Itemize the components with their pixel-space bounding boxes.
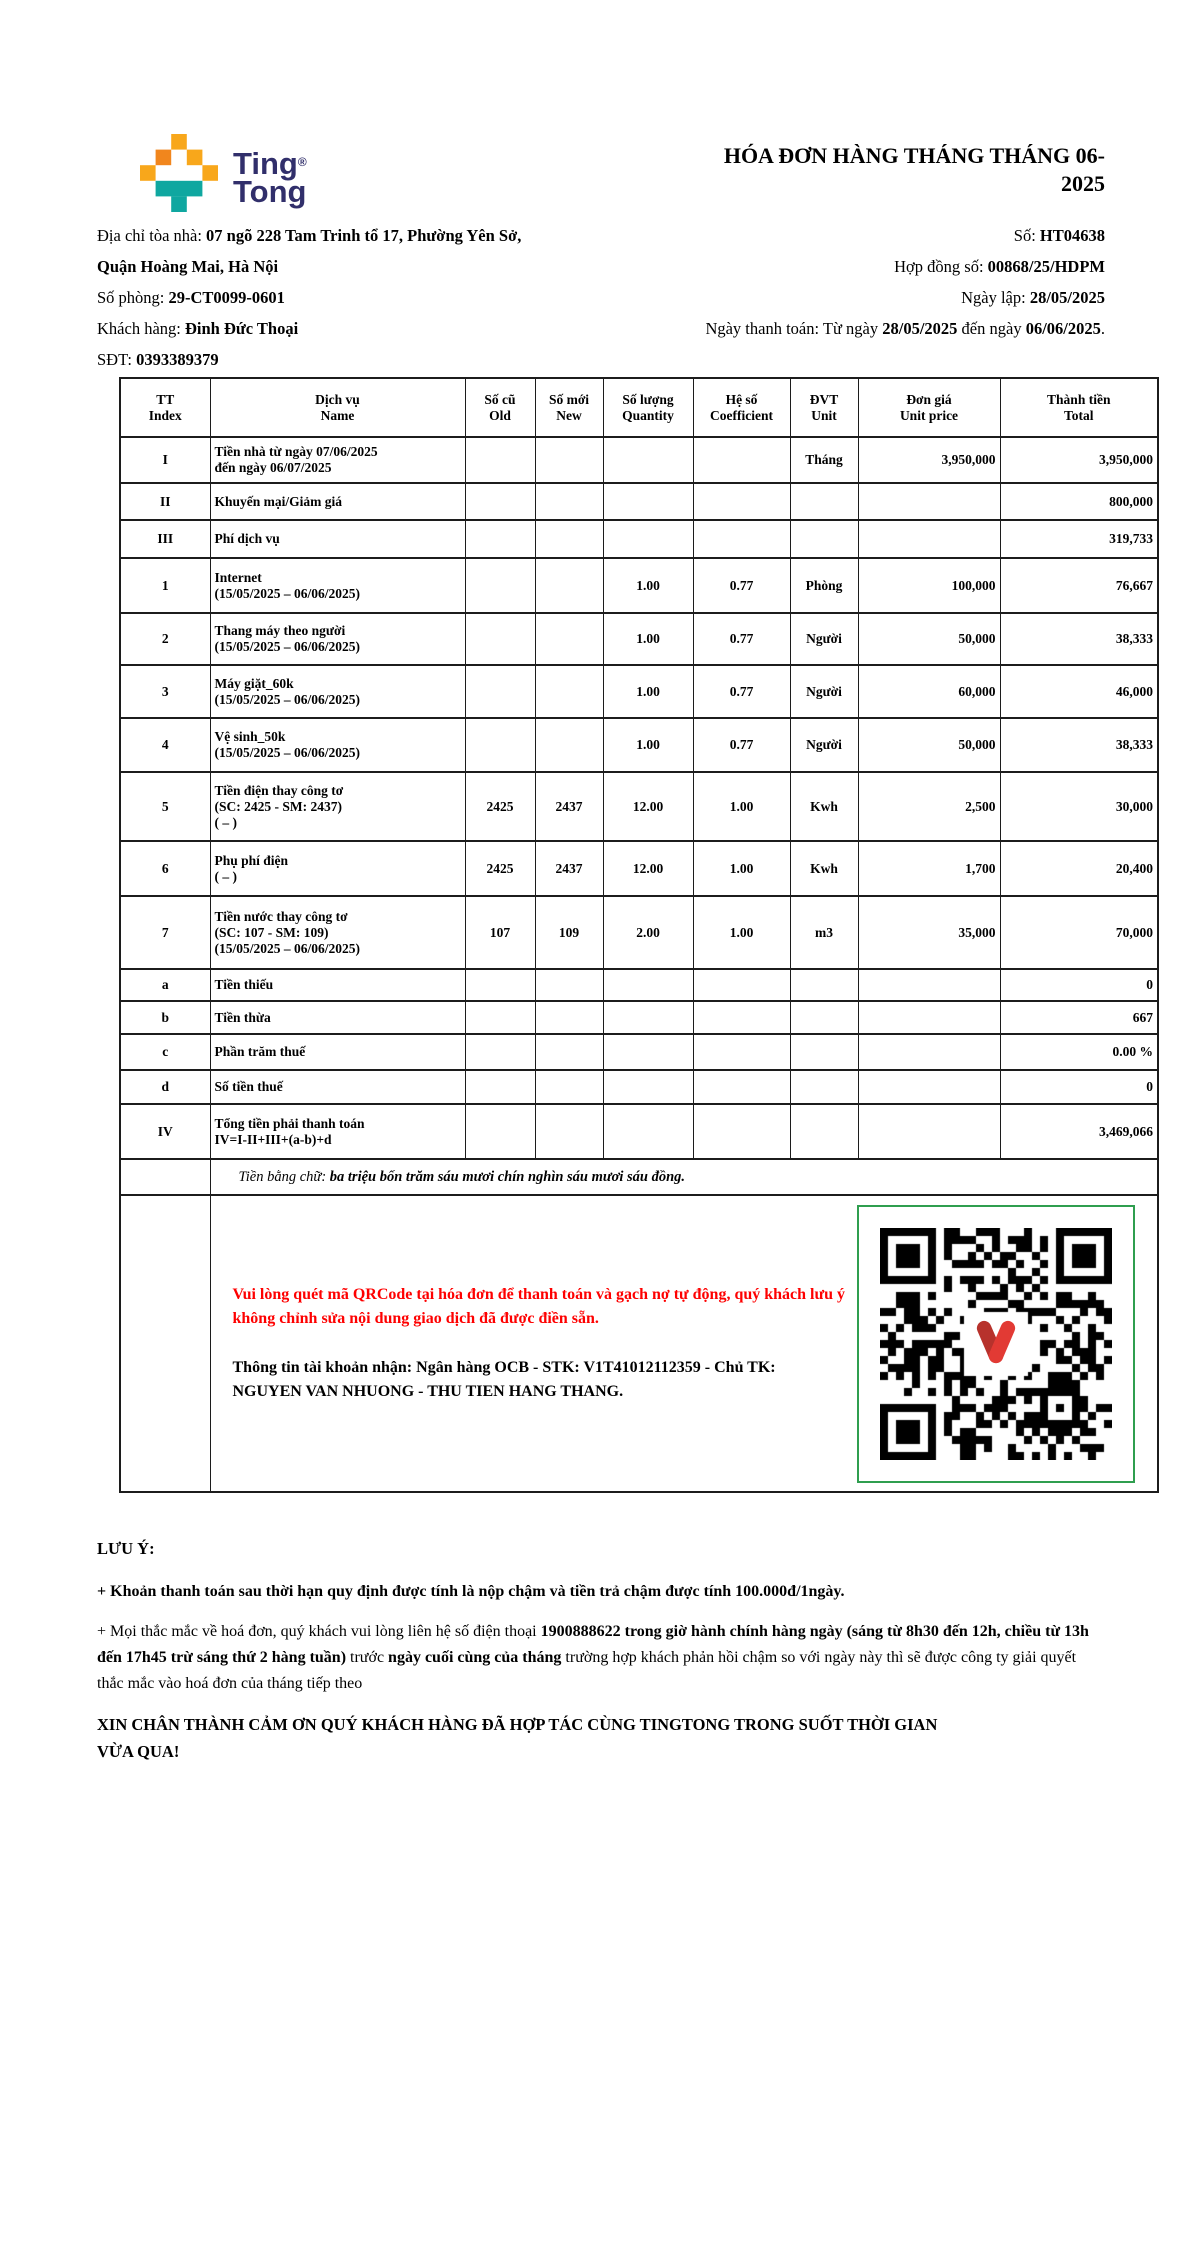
late-payment-note: + Khoản thanh toán sau thời hạn quy định được tính là nộp chậm và tiền trả chậm được tính 100.000đ/1ngày.	[97, 1583, 845, 1600]
cell-service-name: Tổng tiền phải thanh toán IV=I-II+III+(a-b)+d	[210, 1104, 465, 1159]
cell-service-name: Thang máy theo người (15/05/2025 – 06/06/2025)	[210, 613, 465, 665]
thank-you-line2: VỪA QUA!	[97, 1742, 180, 1761]
invoice-meta	[97, 220, 1105, 375]
cell-service-name: Phí dịch vụ	[210, 520, 465, 558]
qr-center-v-icon	[967, 1317, 1025, 1371]
thank-you-line1: XIN CHÂN THÀNH CẢM ƠN QUÝ KHÁCH HÀNG ĐÃ HỢP TÁC CÙNG TINGTONG TRONG SUỐT THỜI GIAN	[97, 1715, 938, 1734]
invoice-row-7	[120, 896, 1158, 969]
cell-unit	[790, 1001, 858, 1034]
cell-new-reading	[535, 1001, 603, 1034]
cell-unit-price	[858, 520, 1000, 558]
cell-quantity	[603, 520, 693, 558]
cell-unit: m3	[790, 896, 858, 969]
cell-quantity: 1.00	[603, 665, 693, 718]
text-segment: NGUYEN VAN NHUONG - THU TIEN HANG THANG	[232, 1383, 620, 1400]
qr-code-box	[857, 1205, 1135, 1483]
cell-unit: Kwh	[790, 841, 858, 896]
text-segment: 1900888622 trong giờ hành chính hàng ngày (sáng từ 8h30 đến 12h, chiều từ 13h đến 17h45 trừ sáng thứ 2 hàng tuần)	[97, 1623, 1089, 1666]
column-header-coefficient: Hệ số Coefficient	[693, 378, 790, 437]
cell-unit: Tháng	[790, 437, 858, 483]
cell-coefficient	[693, 1104, 790, 1159]
text-segment: .	[619, 1383, 624, 1400]
cell-empty	[120, 1195, 210, 1492]
cell-total: 3,950,000	[1000, 437, 1158, 483]
text-segment: 28/05/2025	[1029, 288, 1105, 307]
text-segment: Địa chỉ tòa nhà:	[97, 226, 207, 245]
invoice-row-a	[120, 969, 1158, 1001]
invoice-row-I	[120, 437, 1158, 483]
cell-unit-price	[858, 1001, 1000, 1034]
cell-coefficient	[693, 1070, 790, 1104]
cell-old-reading	[465, 520, 535, 558]
cell-coefficient: 0.77	[693, 665, 790, 718]
cell-coefficient: 1.00	[693, 772, 790, 841]
info-line	[97, 313, 521, 344]
cell-old-reading	[465, 665, 535, 718]
cell-total: 38,333	[1000, 718, 1158, 772]
invoice-table	[119, 377, 1159, 1493]
bank-account-info	[233, 1356, 847, 1404]
invoice-row-b	[120, 1001, 1158, 1034]
cell-service-name: Tiền điện thay công tơ (SC: 2425 - SM: 2437) ( – )	[210, 772, 465, 841]
cell-total: 800,000	[1000, 483, 1158, 520]
cell-quantity: 12.00	[603, 841, 693, 896]
column-header-total: Thành tiền Total	[1000, 378, 1158, 437]
cell-unit	[790, 969, 858, 1001]
invoice-row-5	[120, 772, 1158, 841]
cell-service-name: Khuyến mại/Giảm giá	[210, 483, 465, 520]
invoice-numbers-info	[705, 220, 1105, 375]
invoice-row-1	[120, 558, 1158, 613]
brand-line1: Ting	[233, 146, 298, 181]
cell-unit: Người	[790, 665, 858, 718]
column-header-index: TT Index	[120, 378, 210, 437]
cell-unit-price: 2,500	[858, 772, 1000, 841]
qr-payment-notice: Vui lòng quét mã QRCode tại hóa đơn để thanh toán và gạch nợ tự động, quý khách lưu ý không chỉnh sửa nội dung giao dịch đã được điền sẵn.	[232, 1286, 845, 1327]
cell-old-reading	[465, 1104, 535, 1159]
text-segment: Hợp đồng số:	[894, 257, 988, 276]
cell-unit	[790, 1104, 858, 1159]
info-line	[97, 344, 521, 375]
cell-coefficient	[693, 520, 790, 558]
cell-unit	[790, 1070, 858, 1104]
invoice-row-3	[120, 665, 1158, 718]
cell-unit: Phòng	[790, 558, 858, 613]
cell-unit-price	[858, 1034, 1000, 1070]
cell-new-reading	[535, 718, 603, 772]
cell-quantity	[603, 1034, 693, 1070]
cell-unit: Người	[790, 718, 858, 772]
cell-quantity	[603, 1104, 693, 1159]
info-line	[705, 313, 1105, 344]
cell-old-reading	[465, 1070, 535, 1104]
cell-quantity: 2.00	[603, 896, 693, 969]
info-line	[705, 220, 1105, 251]
text-segment: 07 ngõ 228 Tam Trinh tổ 17, Phường Yên Sở,	[206, 226, 522, 245]
cell-coefficient: 0.77	[693, 558, 790, 613]
cell-new-reading	[535, 613, 603, 665]
cell-index: 1	[120, 558, 210, 613]
cell-new-reading	[535, 1034, 603, 1070]
cell-service-name: Tiền nước thay công tơ (SC: 107 - SM: 109) (15/05/2025 – 06/06/2025)	[210, 896, 465, 969]
payment-flex	[211, 1205, 1158, 1483]
text-segment: - Chủ TK:	[700, 1359, 776, 1376]
info-line	[97, 251, 521, 282]
column-header-name: Dịch vụ Name	[210, 378, 465, 437]
payment-text	[233, 1283, 847, 1404]
notes-heading: LƯU Ý:	[97, 1539, 155, 1558]
cell-new-reading: 109	[535, 896, 603, 969]
cell-new-reading	[535, 1070, 603, 1104]
cell-coefficient: 0.77	[693, 718, 790, 772]
cell-unit-price: 3,950,000	[858, 437, 1000, 483]
invoice-row-II	[120, 483, 1158, 520]
cell-quantity	[603, 483, 693, 520]
invoice-row-c	[120, 1034, 1158, 1070]
cell-unit-price: 60,000	[858, 665, 1000, 718]
cell-total: 76,667	[1000, 558, 1158, 613]
cell-old-reading: 107	[465, 896, 535, 969]
column-header-old: Số cũ Old	[465, 378, 535, 437]
footer-notes	[97, 1539, 1105, 1765]
text-segment: Số phòng:	[97, 288, 169, 307]
thank-you-note	[97, 1711, 1105, 1765]
cell-service-name: Internet (15/05/2025 – 06/06/2025)	[210, 558, 465, 613]
cell-total: 319,733	[1000, 520, 1158, 558]
invoice-row-IV	[120, 1104, 1158, 1159]
cell-service-name: Máy giặt_60k (15/05/2025 – 06/06/2025)	[210, 665, 465, 718]
customer-info	[97, 220, 521, 375]
cell-coefficient	[693, 437, 790, 483]
cell-index: 6	[120, 841, 210, 896]
text-segment: 06/06/2025	[1025, 319, 1101, 338]
cell-coefficient	[693, 483, 790, 520]
cell-coefficient	[693, 969, 790, 1001]
cell-index: 5	[120, 772, 210, 841]
cell-unit-price: 100,000	[858, 558, 1000, 613]
text-segment: ngày cuối cùng của tháng	[388, 1649, 562, 1666]
cell-total: 30,000	[1000, 772, 1158, 841]
cell-coefficient: 1.00	[693, 841, 790, 896]
text-segment: trường hợp khách phản hồi chậm so với ngày này thì sẽ được công ty giải quyết thắc mắc vào hoá đơn của tháng tiếp theo	[97, 1649, 1077, 1692]
cell-total: 667	[1000, 1001, 1158, 1034]
cell-new-reading	[535, 1104, 603, 1159]
text-segment: 29-CT0099-0601	[168, 288, 285, 307]
invoice-row-2	[120, 613, 1158, 665]
cell-unit-price	[858, 1104, 1000, 1159]
text-segment: 28/05/2025	[882, 319, 958, 338]
cell-unit	[790, 1034, 858, 1070]
text-segment: Đinh Đức Thoại	[184, 319, 299, 338]
cell-index: I	[120, 437, 210, 483]
cell-old-reading	[465, 969, 535, 1001]
cell-unit-price: 50,000	[858, 613, 1000, 665]
cell-unit	[790, 520, 858, 558]
cell-quantity	[603, 1001, 693, 1034]
amount-in-words: Tiền bằng chữ: ba triệu bốn trăm sáu mươi chín nghìn sáu mươi sáu đồng.	[210, 1159, 1158, 1195]
cell-new-reading	[535, 520, 603, 558]
cell-service-name: Tiền thừa	[210, 1001, 465, 1034]
cell-total: 3,469,066	[1000, 1104, 1158, 1159]
cell-old-reading: 2425	[465, 772, 535, 841]
cell-unit-price: 35,000	[858, 896, 1000, 969]
text-segment: Ngày thanh toán: Từ ngày	[705, 319, 883, 338]
cell-service-name: Phần trăm thuế	[210, 1034, 465, 1070]
cell-old-reading	[465, 483, 535, 520]
cell-unit-price: 1,700	[858, 841, 1000, 896]
text-segment: SĐT:	[97, 350, 137, 369]
cell-coefficient	[693, 1034, 790, 1070]
cell-new-reading: 2437	[535, 841, 603, 896]
info-line	[705, 251, 1105, 282]
cell-quantity	[603, 969, 693, 1001]
cell-index: III	[120, 520, 210, 558]
brand-wordmark	[233, 146, 307, 209]
text-segment: Quận Hoàng Mai, Hà Nội	[97, 257, 279, 276]
invoice-row-d	[120, 1070, 1158, 1104]
cell-unit-price	[858, 483, 1000, 520]
info-line	[97, 282, 521, 313]
cell-quantity: 12.00	[603, 772, 693, 841]
cell-old-reading	[465, 1001, 535, 1034]
column-header-new: Số mới New	[535, 378, 603, 437]
invoice-row-III	[120, 520, 1158, 558]
brand-logo	[140, 134, 307, 212]
cell-total: 0.00 %	[1000, 1034, 1158, 1070]
text-segment: trước	[346, 1649, 389, 1666]
cell-new-reading	[535, 558, 603, 613]
cell-coefficient: 0.77	[693, 613, 790, 665]
hotline-note	[97, 1619, 1105, 1697]
cell-total: 70,000	[1000, 896, 1158, 969]
cell-old-reading	[465, 718, 535, 772]
cell-old-reading	[465, 558, 535, 613]
cell-unit: Kwh	[790, 772, 858, 841]
cell-total: 20,400	[1000, 841, 1158, 896]
brand-line2: Tong	[233, 174, 307, 209]
cell-new-reading	[535, 969, 603, 1001]
cell-old-reading	[465, 1034, 535, 1070]
column-header-unit: ĐVT Unit	[790, 378, 858, 437]
column-header-unit-price: Đơn giá Unit price	[858, 378, 1000, 437]
cell-index: 7	[120, 896, 210, 969]
text-segment: Số:	[1013, 226, 1040, 245]
cell-unit: Người	[790, 613, 858, 665]
cell-unit	[790, 483, 858, 520]
cell-service-name: Tiền thiếu	[210, 969, 465, 1001]
info-line	[97, 220, 521, 251]
cell-quantity	[603, 437, 693, 483]
invoice-row-6	[120, 841, 1158, 896]
cell-old-reading	[465, 613, 535, 665]
cell-empty	[120, 1159, 210, 1195]
cell-new-reading	[535, 483, 603, 520]
cell-old-reading: 2425	[465, 841, 535, 896]
tingtong-logo-icon	[140, 134, 218, 212]
cell-index: b	[120, 1001, 210, 1034]
amount-in-words-row	[120, 1159, 1158, 1195]
cell-unit-price	[858, 1070, 1000, 1104]
cell-unit-price: 50,000	[858, 718, 1000, 772]
cell-coefficient	[693, 1001, 790, 1034]
invoice-title-line1: HÓA ĐƠN HÀNG THÁNG THÁNG 06-	[723, 143, 1105, 168]
cell-service-name: Tiền nhà từ ngày 07/06/2025 đến ngày 06/07/2025	[210, 437, 465, 483]
cell-quantity	[603, 1070, 693, 1104]
registered-mark: ®	[297, 155, 307, 169]
cell-coefficient: 1.00	[693, 896, 790, 969]
text-segment: Khách hàng:	[97, 319, 185, 338]
cell-index: II	[120, 483, 210, 520]
invoice-title	[724, 142, 1105, 212]
cell-quantity: 1.00	[603, 558, 693, 613]
cell-index: 3	[120, 665, 210, 718]
cell-new-reading	[535, 665, 603, 718]
text-segment: V1T41012112359	[583, 1359, 701, 1376]
text-segment: HT04638	[1039, 226, 1105, 245]
text-segment: + Mọi thắc mắc về hoá đơn, quý khách vui lòng liên hệ số điện thoại	[97, 1623, 541, 1640]
text-segment: Thông tin tài khoản nhận: Ngân hàng OCB - STK:	[232, 1359, 584, 1376]
cell-quantity: 1.00	[603, 613, 693, 665]
cell-service-name: Phụ phí điện ( – )	[210, 841, 465, 896]
cell-new-reading	[535, 437, 603, 483]
text-segment: .	[1100, 319, 1105, 338]
text-segment: đến ngày	[957, 319, 1026, 338]
cell-quantity: 1.00	[603, 718, 693, 772]
cell-index: a	[120, 969, 210, 1001]
text-segment: Ngày lập:	[961, 288, 1030, 307]
payment-cell	[210, 1195, 1158, 1492]
cell-service-name: Số tiền thuế	[210, 1070, 465, 1104]
info-line	[705, 282, 1105, 313]
cell-total: 46,000	[1000, 665, 1158, 718]
text-segment: 00868/25/HDPM	[987, 257, 1105, 276]
cell-unit-price	[858, 969, 1000, 1001]
cell-index: 2	[120, 613, 210, 665]
cell-service-name: Vệ sinh_50k (15/05/2025 – 06/06/2025)	[210, 718, 465, 772]
cell-index: 4	[120, 718, 210, 772]
cell-index: d	[120, 1070, 210, 1104]
cell-index: c	[120, 1034, 210, 1070]
cell-total: 0	[1000, 1070, 1158, 1104]
cell-index: IV	[120, 1104, 210, 1159]
text-segment: 0393389379	[136, 350, 219, 369]
header	[140, 134, 1105, 212]
cell-total: 38,333	[1000, 613, 1158, 665]
column-header-quantity: Số lượng Quantity	[603, 378, 693, 437]
invoice-row-4	[120, 718, 1158, 772]
cell-new-reading: 2437	[535, 772, 603, 841]
payment-row	[120, 1195, 1158, 1492]
invoice-title-line2: 2025	[1061, 171, 1105, 196]
cell-old-reading	[465, 437, 535, 483]
cell-total: 0	[1000, 969, 1158, 1001]
